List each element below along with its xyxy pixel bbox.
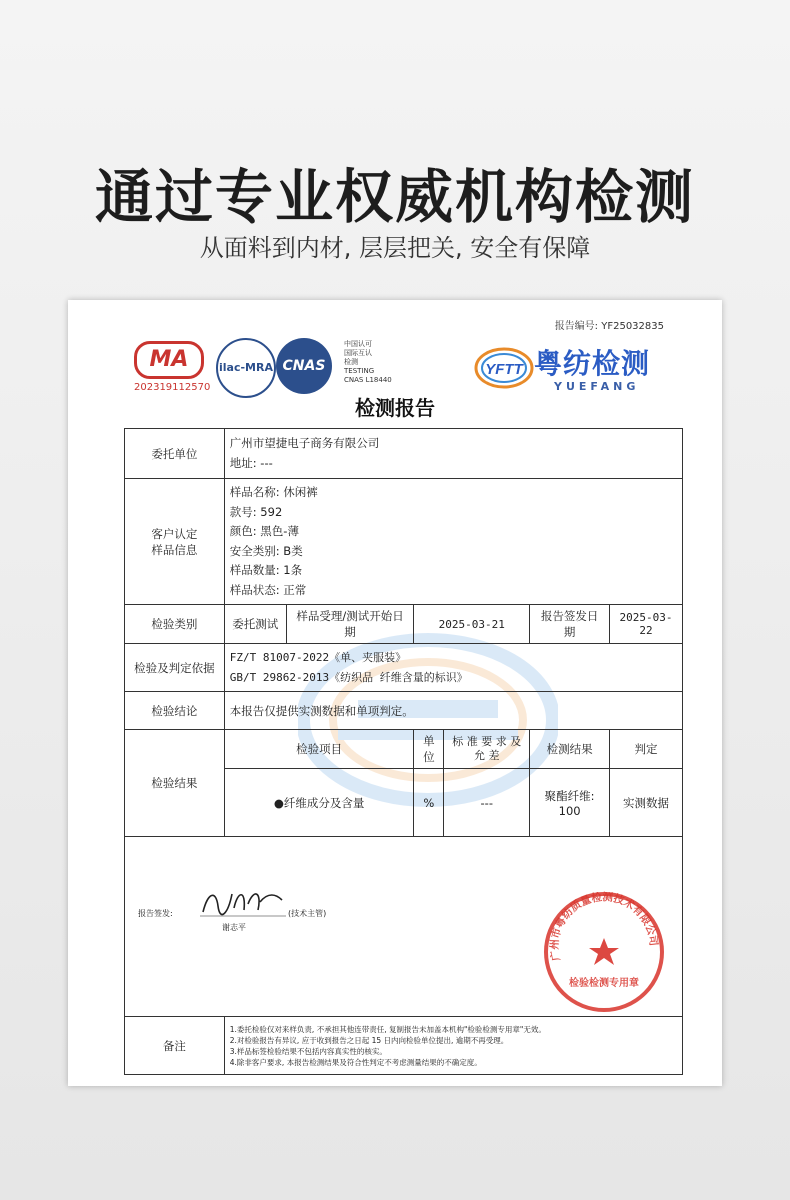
- results-header-item: 检验项目: [224, 730, 414, 769]
- note-line: 4.除非客户要求, 本报告检测结果及符合性判定不考虑测量结果的不确定度。: [229, 1057, 482, 1067]
- client-address: 地址: ---: [229, 455, 273, 470]
- receive-date: 2025-03-21: [414, 605, 530, 644]
- notes-row: [125, 1017, 683, 1075]
- category-label: 检验类别: [125, 605, 225, 644]
- results-header-standard: [444, 730, 530, 769]
- category-row: [125, 605, 683, 644]
- brand-name: 粤纺检测: [534, 347, 651, 380]
- cnas-caption: [344, 340, 392, 385]
- seal-sub: 检验检测专用章: [569, 978, 639, 989]
- handwritten-signature: [198, 884, 288, 922]
- cnas-line: 检测: [344, 358, 358, 366]
- note-line: 3.样品标签检验结果不包括内容真实性的核实。: [229, 1046, 387, 1056]
- category-value: 委托测试: [224, 605, 286, 644]
- conclusion-value: 本报告仅提供实测数据和单项判定。: [224, 692, 682, 730]
- headline: 通过专业权威机构检测: [94, 163, 695, 231]
- report-number: 报告编号: YF25032835: [554, 321, 664, 332]
- signature-block: [138, 896, 438, 956]
- results-header-row: [125, 730, 683, 769]
- client-row: [125, 429, 683, 479]
- yftt-logo-icon: [474, 346, 534, 390]
- results-header-result: 检测结果: [530, 730, 610, 769]
- sample-line: 样品状态: 正常: [229, 582, 307, 597]
- results-header-standard-line: 标 准 要 求 及: [452, 735, 522, 748]
- report-title: 检测报告: [355, 396, 435, 420]
- cnas-line: 国际互认: [344, 349, 372, 357]
- logo-row: [134, 338, 664, 396]
- ma-number: 202319112570: [134, 382, 211, 393]
- basis-label: 检验及判定依据: [125, 644, 225, 692]
- client-info: [224, 429, 682, 479]
- issue-date: 2025-03-22: [610, 605, 683, 644]
- signature-name: 谢志平: [222, 923, 246, 932]
- result-item: ●纤维成分及含量: [224, 769, 414, 837]
- ilac-mra-logo: ilac-MRA: [216, 338, 276, 398]
- basis-line: FZ/T 81007-2022《单、夹服装》: [229, 651, 407, 664]
- seal-org: 广州市粤纺质量检测技术有限公司: [548, 891, 660, 962]
- cnas-line: 中国认可: [344, 340, 372, 348]
- result-unit: %: [414, 769, 444, 837]
- cnas-line: CNAS L18440: [344, 376, 392, 384]
- official-seal-icon: [542, 890, 666, 1014]
- receive-date-label: 样品受理/测试开始日期: [286, 605, 414, 644]
- result-value: 聚酯纤维: 100: [530, 769, 610, 837]
- basis-line: GB/T 29862-2013《纺织品 纤维含量的标识》: [229, 670, 468, 684]
- sample-row: [125, 479, 683, 605]
- sample-line: 款号: 592: [229, 504, 283, 519]
- cnas-logo: CNAS: [276, 338, 332, 394]
- notes-content: [224, 1017, 682, 1075]
- basis-info: [224, 644, 682, 692]
- results-label: 检验结果: [125, 730, 225, 837]
- signature-label: 报告签发:: [138, 909, 173, 918]
- brand-subtitle: YUEFANG: [554, 380, 640, 393]
- sample-line: 安全类别: B类: [229, 543, 303, 558]
- sample-info: [224, 479, 682, 605]
- sample-label: [125, 479, 225, 605]
- note-line: 2.对检验报告有异议, 应于收到报告之日起 15 日内向检验单位提出, 逾期不再受理。: [229, 1035, 509, 1045]
- basis-row: [125, 644, 683, 692]
- sample-line: 颜色: 黑色-薄: [229, 524, 299, 538]
- client-label: 委托单位: [125, 429, 225, 479]
- conclusion-label: 检验结论: [125, 692, 225, 730]
- brand-mark: YFTT: [485, 361, 523, 378]
- client-name: 广州市望捷电子商务有限公司: [229, 436, 380, 450]
- cnas-line: TESTING: [344, 367, 375, 375]
- subline: 从面料到内材, 层层把关, 安全有保障: [199, 234, 591, 262]
- results-header-standard-line: 允 差: [474, 749, 500, 762]
- conclusion-row: [125, 692, 683, 730]
- report-paper: [68, 300, 722, 1086]
- results-header-judge: 判定: [610, 730, 683, 769]
- results-header-unit: 单位: [414, 730, 444, 769]
- sample-line: 样品名称: 休闲裤: [229, 485, 318, 499]
- sample-label-line: 样品信息: [151, 542, 198, 557]
- signature-role: (技术主管): [288, 909, 327, 918]
- notes-label: 备注: [125, 1017, 225, 1075]
- issue-date-label: 报告签发日期: [530, 605, 610, 644]
- note-line: 1.委托检验仅对来样负责, 不承担其他连带责任, 复制报告未加盖本机构"检验检测专用章"无效。: [229, 1024, 546, 1034]
- ma-logo-mark: MA: [134, 341, 204, 379]
- sample-label-line: 客户认定: [151, 526, 198, 541]
- result-standard: ---: [444, 769, 530, 837]
- ma-logo: [134, 341, 211, 393]
- result-judge: 实测数据: [610, 769, 683, 837]
- sample-line: 样品数量: 1条: [229, 563, 303, 577]
